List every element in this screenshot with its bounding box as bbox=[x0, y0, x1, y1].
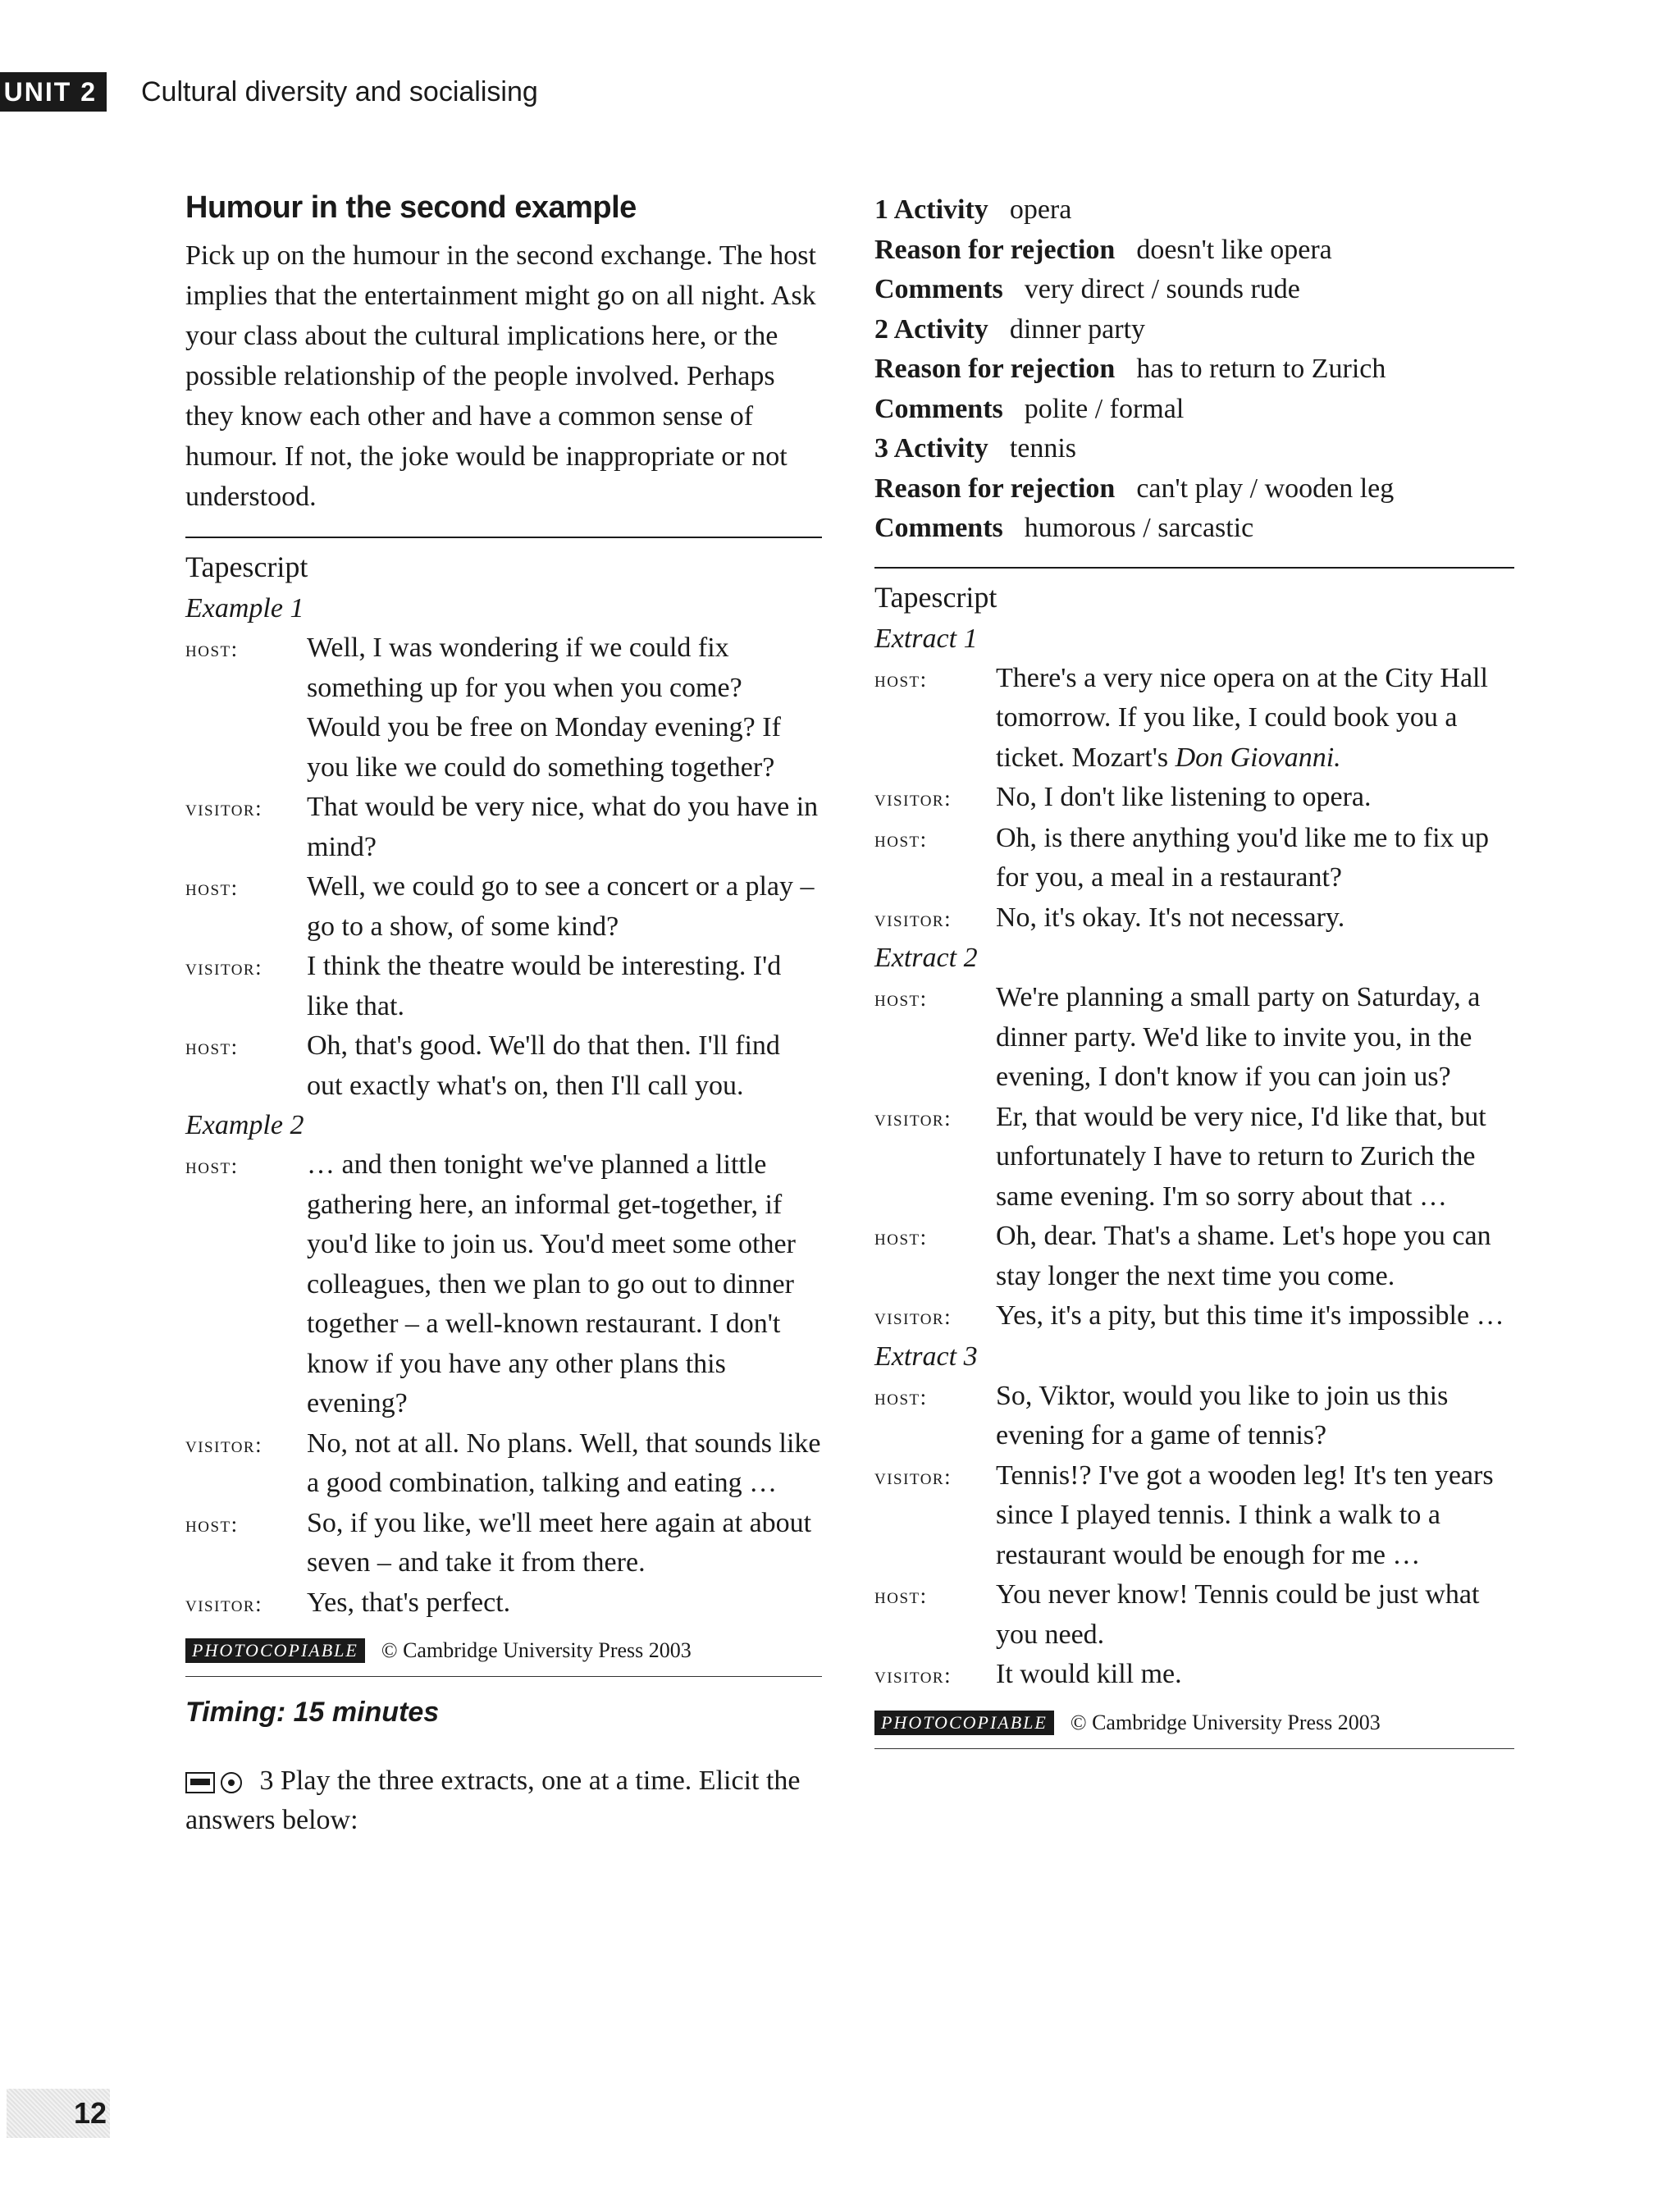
cassette-cd-icons bbox=[185, 1771, 243, 1794]
dialogue-text-span: Well, we could go to see a concert or a play – go to a show, of some kind? bbox=[307, 871, 815, 942]
answer-line bbox=[874, 509, 1514, 549]
dialogue-text bbox=[307, 628, 822, 788]
divider bbox=[874, 567, 1514, 569]
dialogue-text-span: Yes, it's a pity, but this time it's impossible … bbox=[996, 1300, 1504, 1331]
dialogue-text bbox=[996, 659, 1514, 779]
dialogue-line bbox=[185, 788, 822, 867]
dialogue-line bbox=[185, 867, 822, 947]
copyright-row bbox=[874, 1711, 1514, 1735]
answer-line bbox=[874, 231, 1514, 271]
answer-label: Reason for rejection bbox=[874, 354, 1116, 384]
dialogue-text bbox=[996, 819, 1514, 898]
dialogue-text bbox=[996, 778, 1514, 819]
dialogue-text bbox=[996, 1296, 1514, 1337]
dialogue-line bbox=[874, 1098, 1514, 1217]
divider bbox=[185, 1676, 822, 1677]
photocopiable-badge: PHOTOCOPIABLE bbox=[185, 1638, 365, 1663]
dialogue-line bbox=[874, 1217, 1514, 1296]
dialogue-text bbox=[307, 1026, 822, 1106]
answer-label: 1 Activity bbox=[874, 194, 988, 225]
answer-value: has to return to Zurich bbox=[1136, 354, 1386, 384]
dialogue-line bbox=[874, 1296, 1514, 1337]
answer-value: can't play / wooden leg bbox=[1136, 473, 1395, 504]
answer-value: tennis bbox=[1009, 433, 1077, 464]
dialogue-line bbox=[874, 778, 1514, 819]
dialogue-text-span: No, it's okay. It's not necessary. bbox=[996, 902, 1345, 933]
extract1-dialogue bbox=[874, 659, 1514, 939]
answer-line bbox=[874, 190, 1514, 231]
dialogue-text bbox=[307, 1504, 822, 1583]
dialogue-text-span: No, I don't like listening to opera. bbox=[996, 782, 1372, 812]
activity-number: 3 bbox=[259, 1765, 274, 1796]
page-number: 12 bbox=[7, 2089, 110, 2138]
answer-line bbox=[874, 390, 1514, 430]
dialogue-text bbox=[996, 1655, 1514, 1696]
dialogue-line bbox=[874, 1575, 1514, 1655]
answer-value: dinner party bbox=[1009, 313, 1146, 345]
dialogue-line bbox=[185, 1026, 822, 1106]
speaker-label: visitor: bbox=[874, 906, 952, 931]
dialogue-text-span: So, Viktor, would you like to join us this evening for a game of tennis? bbox=[996, 1380, 1449, 1450]
dialogue-text-span: Yes, that's perfect. bbox=[307, 1587, 511, 1618]
italic-title: Don Giovanni. bbox=[1175, 742, 1341, 773]
answer-line bbox=[874, 310, 1514, 350]
extract3-dialogue bbox=[874, 1377, 1514, 1696]
dialogue-text bbox=[996, 1377, 1514, 1456]
speaker-label: host: bbox=[874, 1384, 928, 1409]
answer-line bbox=[874, 270, 1514, 310]
dialogue-line bbox=[185, 947, 822, 1026]
dialogue-line bbox=[185, 1145, 822, 1424]
copyright-row bbox=[185, 1638, 822, 1663]
copyright-text: © Cambridge University Press 2003 bbox=[381, 1638, 692, 1662]
dialogue-text-span: There's a very nice opera on at the City Hall tomorrow. If you like, I could book you a ticket. Mozart's bbox=[996, 662, 1488, 773]
dialogue-line bbox=[185, 628, 822, 788]
dialogue-text bbox=[307, 1424, 822, 1504]
unit-label: UNIT 2 bbox=[0, 72, 107, 112]
speaker-label: host: bbox=[185, 1511, 239, 1537]
example-label: Example 1 bbox=[185, 593, 304, 624]
speaker-label: visitor: bbox=[874, 1663, 952, 1688]
answer-label: 2 Activity bbox=[874, 313, 988, 345]
extract-label: Extract 2 bbox=[874, 943, 978, 973]
answer-label: 3 Activity bbox=[874, 433, 988, 464]
speaker-label: host: bbox=[874, 1583, 928, 1608]
dialogue-text-span: Well, I was wondering if we could fix something up for you when you come? Would you be free on Monday evening? If you like we could do something together? bbox=[307, 633, 781, 783]
extract2-dialogue bbox=[874, 978, 1514, 1337]
dialogue-text bbox=[996, 898, 1514, 939]
dialogue-line bbox=[185, 1504, 822, 1583]
speaker-label: host: bbox=[874, 1225, 928, 1249]
dialogue-text-span: That would be very nice, what do you have in mind? bbox=[307, 792, 819, 862]
play-text: Play the three extracts, one at a time. Elicit the answers below: bbox=[185, 1765, 801, 1835]
dialogue-text bbox=[996, 1575, 1514, 1655]
dialogue-text bbox=[307, 947, 822, 1026]
dialogue-line bbox=[874, 1377, 1514, 1456]
answer-value: polite / formal bbox=[1024, 393, 1185, 424]
dialogue-text bbox=[996, 1098, 1514, 1217]
dialogue-line bbox=[185, 1424, 822, 1504]
dialogue-text-span: I think the theatre would be interesting. I'd like that. bbox=[307, 951, 782, 1021]
cd-icon bbox=[220, 1771, 243, 1794]
speaker-label: visitor: bbox=[874, 1464, 952, 1489]
dialogue-text-span: Er, that would be very nice, I'd like that, but unfortunately I have to return to Zurich the same evening. I'm so sorry about that … bbox=[996, 1101, 1486, 1212]
tapescript-title: Tapescript bbox=[185, 550, 308, 583]
answer-line bbox=[874, 349, 1514, 390]
dialogue-text-span: Oh, dear. That's a shame. Let's hope you can stay longer the next time you come. bbox=[996, 1221, 1491, 1291]
chapter-title: Cultural diversity and socialising bbox=[141, 75, 538, 107]
speaker-label: host: bbox=[185, 1035, 239, 1059]
section-title: Humour in the second example bbox=[185, 190, 637, 225]
answer-label: Reason for rejection bbox=[874, 473, 1116, 504]
answer-value: doesn't like opera bbox=[1136, 234, 1332, 265]
cassette-icon bbox=[185, 1772, 215, 1793]
photocopiable-badge: PHOTOCOPIABLE bbox=[874, 1711, 1054, 1735]
example1-dialogue bbox=[185, 628, 822, 1106]
dialogue-text-span: We're planning a small party on Saturday, a dinner party. We'd like to invite you, in the evening, I don't know if you can join us? bbox=[996, 982, 1481, 1092]
copyright-text: © Cambridge University Press 2003 bbox=[1070, 1710, 1381, 1734]
right-column bbox=[874, 190, 1514, 1761]
left-column bbox=[185, 190, 822, 1840]
dialogue-text bbox=[307, 788, 822, 867]
dialogue-text bbox=[996, 1217, 1514, 1296]
speaker-label: visitor: bbox=[874, 1105, 952, 1131]
page-header bbox=[0, 72, 538, 112]
speaker-label: host: bbox=[874, 666, 928, 692]
divider bbox=[185, 537, 822, 538]
answer-line bbox=[874, 429, 1514, 469]
dialogue-text-span: … and then tonight we've planned a little gathering here, an informal get-together, if you'd like to join us. You'd meet some other colleagues, then we plan to go out to dinner together – a well-known restaurant. I don't know if you have any other plans this evening? bbox=[307, 1149, 796, 1418]
speaker-label: host: bbox=[874, 826, 928, 852]
timing-heading: Timing: 15 minutes bbox=[185, 1697, 440, 1728]
dialogue-line bbox=[874, 1456, 1514, 1576]
dialogue-text bbox=[307, 867, 822, 947]
dialogue-text-span: You never know! Tennis could be just what you need. bbox=[996, 1579, 1480, 1650]
dialogue-line bbox=[874, 898, 1514, 939]
speaker-label: host: bbox=[185, 637, 239, 661]
dialogue-text-span: Oh, is there anything you'd like me to fix up for you, a meal in a restaurant? bbox=[996, 822, 1490, 893]
speaker-label: visitor: bbox=[185, 796, 263, 820]
speaker-label: host: bbox=[185, 875, 239, 900]
speaker-label: visitor: bbox=[185, 1591, 263, 1616]
dialogue-line bbox=[874, 819, 1514, 898]
answer-label: Comments bbox=[874, 274, 1003, 304]
dialogue-text-span: Oh, that's good. We'll do that then. I'll find out exactly what's on, then I'll call you. bbox=[307, 1030, 780, 1101]
answer-value: very direct / sounds rude bbox=[1024, 274, 1300, 304]
answer-value: opera bbox=[1009, 194, 1072, 225]
dialogue-text bbox=[996, 978, 1514, 1098]
example-label: Example 2 bbox=[185, 1110, 304, 1140]
answer-line bbox=[874, 469, 1514, 509]
example2-dialogue bbox=[185, 1145, 822, 1624]
extract-label: Extract 3 bbox=[874, 1341, 978, 1372]
extract-label: Extract 1 bbox=[874, 623, 978, 654]
dialogue-text-span: It would kill me. bbox=[996, 1659, 1182, 1689]
dialogue-text bbox=[307, 1583, 822, 1624]
speaker-label: host: bbox=[185, 1153, 239, 1178]
speaker-label: visitor: bbox=[185, 955, 263, 980]
dialogue-line bbox=[874, 978, 1514, 1098]
dialogue-text-span: Tennis!? I've got a wooden leg! It's ten years since I played tennis. I think a walk to a restaurant would be enough for me … bbox=[996, 1459, 1494, 1570]
speaker-label: host: bbox=[874, 986, 928, 1011]
dialogue-text-span: No, not at all. No plans. Well, that sounds like a good combination, talking and eating … bbox=[307, 1427, 821, 1498]
speaker-label: visitor: bbox=[185, 1432, 263, 1457]
answer-label: Comments bbox=[874, 513, 1003, 543]
dialogue-line bbox=[874, 1655, 1514, 1696]
dialogue-line bbox=[185, 1583, 822, 1624]
divider bbox=[874, 1748, 1514, 1749]
tapescript-title: Tapescript bbox=[874, 580, 998, 614]
answer-label: Comments bbox=[874, 393, 1003, 424]
dialogue-line bbox=[874, 659, 1514, 779]
answer-label: Reason for rejection bbox=[874, 234, 1116, 265]
speaker-label: visitor: bbox=[874, 1304, 952, 1329]
dialogue-text bbox=[307, 1145, 822, 1424]
dialogue-text bbox=[996, 1456, 1514, 1576]
speaker-label: visitor: bbox=[874, 786, 952, 811]
dialogue-text-span: So, if you like, we'll meet here again at about seven – and take it from there. bbox=[307, 1507, 812, 1578]
answer-list bbox=[874, 190, 1514, 549]
answer-value: humorous / sarcastic bbox=[1024, 513, 1254, 543]
humour-paragraph: Pick up on the humour in the second exchange. The host implies that the entertainment might go on all night. Ask your class about the cultural implications here, or the possible relationship of the people involved. Perhaps they know each other and have a common sense of humour. If not, the joke would be inappropriate or not understood. bbox=[185, 240, 816, 512]
play-instruction bbox=[185, 1761, 822, 1840]
